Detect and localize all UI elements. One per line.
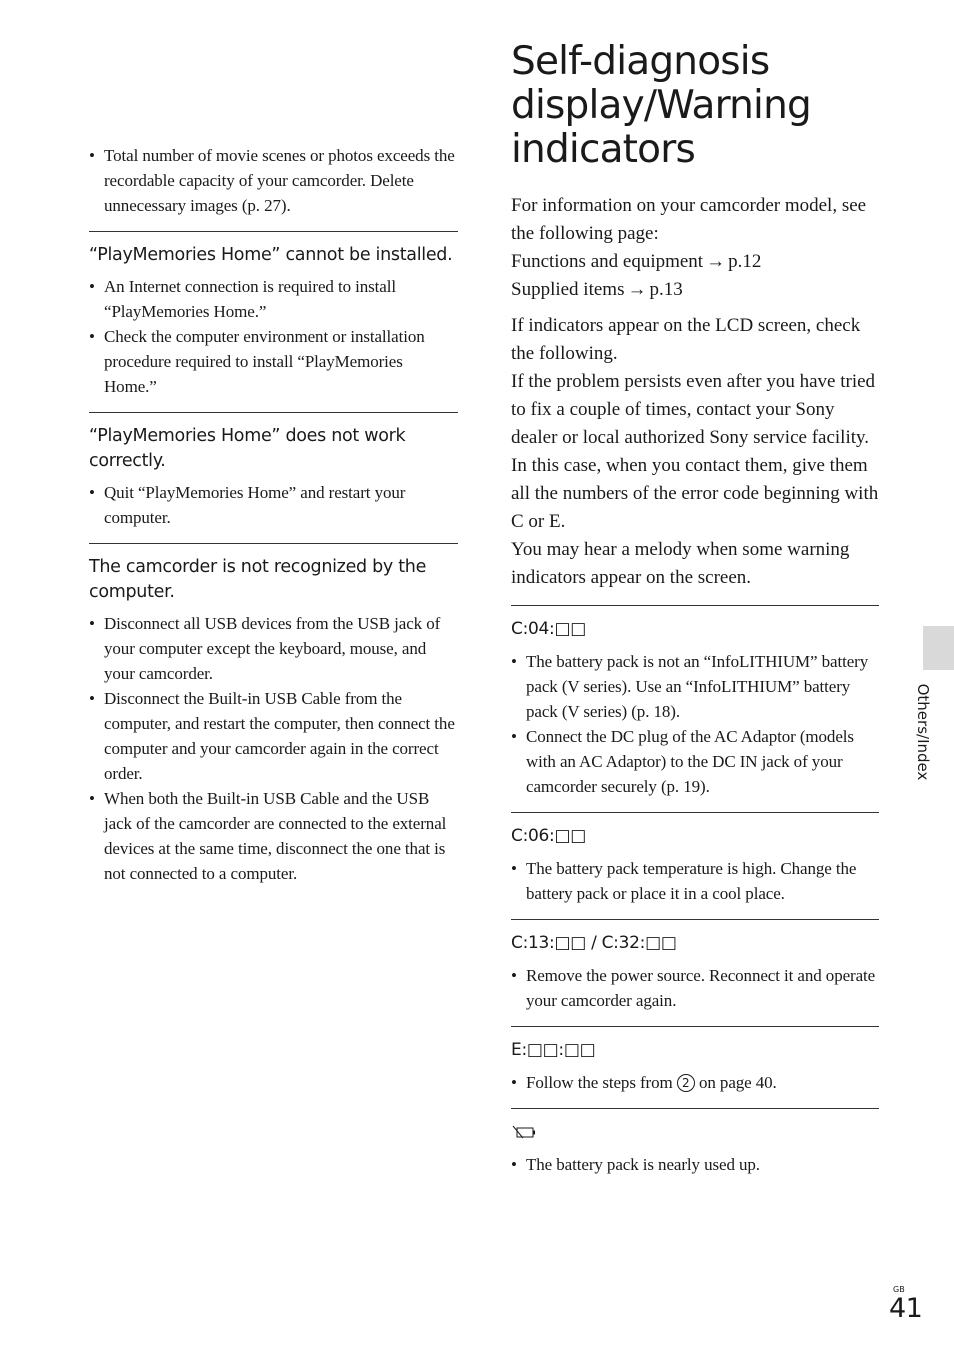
bullet-list — [511, 963, 879, 1013]
section-install — [89, 231, 458, 399]
text: Follow the steps from — [526, 1073, 673, 1092]
text: You may hear a melody when some warning indicators appear on the screen. — [511, 539, 850, 588]
intro-paragraph — [511, 192, 879, 304]
intro-text: For information on your camcorder model, see the following page: — [511, 195, 867, 244]
list-item: • Disconnect the Built-in USB Cable from the computer, and restart the computer, then connect the computer and your camcorder again in the correct order. — [89, 686, 458, 786]
right-column — [511, 40, 879, 1180]
page-number: 41 — [889, 1293, 923, 1324]
list-item: • When both the Built-in USB Cable and the USB jack of the camcorder are connected to the external devices at the same time, disconnect the one that is not connected to a computer. — [89, 786, 458, 886]
title-line: Self-diagnosis — [511, 39, 770, 84]
error-code: C:13:□□ / C:32:□□ — [511, 933, 677, 953]
list-item: • Disconnect all USB devices from the USB jack of your computer except the keyboard, mouse, and your camcorder. — [89, 611, 458, 686]
bullet-list — [511, 1070, 879, 1095]
error-code: C:04:□□ — [511, 619, 586, 639]
section-heading: The camcorder is not recognized by the computer. — [89, 557, 427, 602]
code-section-c06 — [511, 812, 879, 909]
list-item: • The battery pack temperature is high. Change the battery pack or place it in a cool place. — [511, 856, 879, 906]
bullet-list — [89, 480, 458, 530]
code-section-c04 — [511, 605, 879, 802]
title-line: display/Warning — [511, 83, 811, 128]
bullet-list — [511, 649, 879, 799]
ref-functions: Functions and equipment — [511, 251, 704, 272]
text: on page 40. — [698, 1073, 777, 1092]
left-column — [89, 143, 458, 886]
list-item: • Connect the DC plug of the AC Adaptor (models with an AC Adaptor) to the DC IN jack of your camcorder securely (p. 19). — [511, 724, 879, 799]
list-item: • An Internet connection is required to install “PlayMemories Home.” — [89, 274, 458, 324]
ref-supplied: Supplied items — [511, 279, 625, 300]
list-item: • Total number of movie scenes or photos exceeds the recordable capacity of your camcorder. Delete unnecessary images (p. 27). — [89, 143, 458, 218]
page-title — [511, 40, 879, 172]
ref-supplied-page: p.13 — [649, 279, 683, 300]
error-code: E:□□:□□ — [511, 1040, 596, 1060]
section-not-working — [89, 412, 458, 530]
code-section-e — [511, 1026, 879, 1098]
section-tab-label: Others/Index — [914, 683, 932, 781]
section-tab-marker — [923, 626, 954, 670]
error-code: C:06:□□ — [511, 826, 586, 846]
list-item: • The battery pack is not an “InfoLITHIUM” battery pack (V series). Use an “InfoLITHIUM” battery pack (V series) (p. 18). — [511, 649, 879, 724]
title-line: indicators — [511, 127, 695, 172]
bullet-list — [89, 274, 458, 399]
section-heading: “PlayMemories Home” does not work correctly. — [89, 426, 406, 471]
bullet-list — [89, 611, 458, 886]
code-section-battery — [511, 1108, 879, 1180]
indicators-paragraph — [511, 312, 879, 592]
bullet-list — [511, 1152, 879, 1177]
indicator-row — [511, 1120, 879, 1145]
list-item — [511, 1070, 879, 1095]
text: If indicators appear on the LCD screen, check the following. — [511, 315, 861, 364]
battery-low-icon — [511, 1124, 537, 1140]
list-item: • Remove the power source. Reconnect it and operate your camcorder again. — [511, 963, 879, 1013]
arrow-right-icon: → — [627, 279, 647, 300]
bullet-list — [511, 856, 879, 906]
section-not-recognized — [89, 543, 458, 886]
ref-functions-page: p.12 — [728, 251, 762, 272]
list-item: • The battery pack is nearly used up. — [511, 1152, 879, 1177]
section-heading: “PlayMemories Home” cannot be installed. — [89, 245, 453, 265]
page-region-label: GB — [893, 1285, 905, 1294]
list-item: • Check the computer environment or installation procedure required to install “PlayMemories Home.” — [89, 324, 458, 399]
list-item: • Quit “PlayMemories Home” and restart your computer. — [89, 480, 458, 530]
step-number-badge: 2 — [677, 1074, 695, 1092]
text: If the problem persists even after you have tried to fix a couple of times, contact your Sony dealer or local authorized Sony service facility. In this case, when you contact them, give them all the numbers of the error code beginning with C or E. — [511, 371, 879, 532]
code-section-c13-c32 — [511, 919, 879, 1016]
intro-bullet-list — [89, 143, 458, 218]
arrow-right-icon: → — [706, 251, 726, 272]
